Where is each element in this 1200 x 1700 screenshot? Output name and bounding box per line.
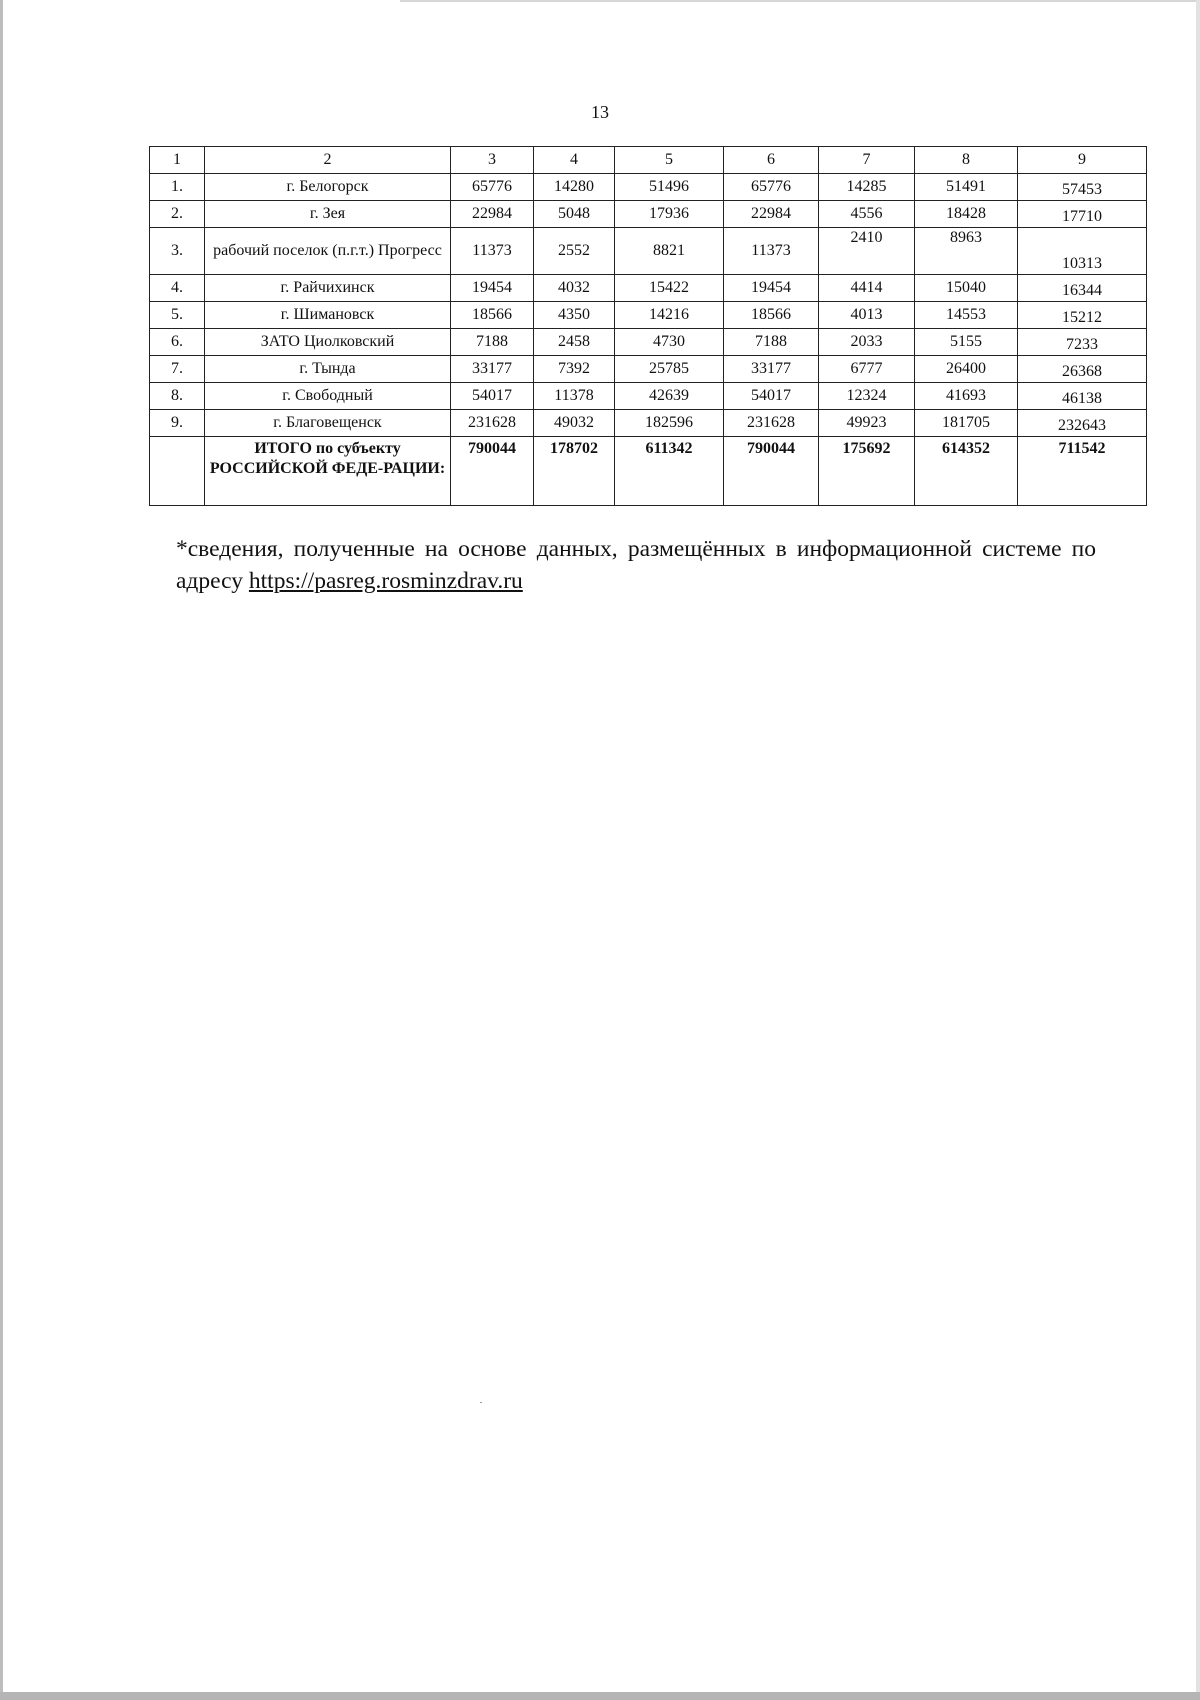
- value-cell: 232643: [1018, 410, 1147, 437]
- table-row: [150, 275, 1147, 302]
- row-number-cell: 5.: [150, 302, 205, 329]
- value-cell: 8963: [915, 228, 1018, 275]
- value-cell: 41693: [915, 383, 1018, 410]
- value-cell: 18428: [915, 201, 1018, 228]
- footnote-link[interactable]: https://pasreg.rosminzdrav.ru: [248, 568, 523, 594]
- row-number-cell: 4.: [150, 275, 205, 302]
- table-row: [150, 201, 1147, 228]
- value-cell: 51496: [615, 174, 724, 201]
- value-cell: 14280: [534, 174, 615, 201]
- municipality-cell: г. Зея: [205, 201, 451, 228]
- value-cell: 54017: [724, 383, 819, 410]
- value-cell: 4730: [615, 329, 724, 356]
- value-cell: 11378: [534, 383, 615, 410]
- value-cell: 17710: [1018, 201, 1147, 228]
- total-value-cell: 711542: [1018, 437, 1147, 506]
- value-cell: 26400: [915, 356, 1018, 383]
- municipality-cell: г. Райчихинск: [205, 275, 451, 302]
- value-cell: 2552: [534, 228, 615, 275]
- header-cell: 3: [451, 147, 534, 174]
- value-cell: 4414: [819, 275, 915, 302]
- value-cell: 231628: [724, 410, 819, 437]
- municipality-cell: г. Свободный: [205, 383, 451, 410]
- value-cell: 14553: [915, 302, 1018, 329]
- value-cell: 4013: [819, 302, 915, 329]
- table-total-row: [150, 437, 1147, 506]
- value-cell: 65776: [451, 174, 534, 201]
- value-cell: 7233: [1018, 329, 1147, 356]
- value-cell: 8821: [615, 228, 724, 275]
- value-cell: 18566: [451, 302, 534, 329]
- row-number-cell: 6.: [150, 329, 205, 356]
- total-value-cell: 175692: [819, 437, 915, 506]
- value-cell: 33177: [724, 356, 819, 383]
- value-cell: 51491: [915, 174, 1018, 201]
- header-cell: 2: [205, 147, 451, 174]
- footnote: [176, 533, 1096, 597]
- row-number-cell: 8.: [150, 383, 205, 410]
- scan-edge-left: [0, 0, 3, 1700]
- header-cell: 1: [150, 147, 205, 174]
- total-empty-cell: [150, 437, 205, 506]
- value-cell: 11373: [724, 228, 819, 275]
- value-cell: 14216: [615, 302, 724, 329]
- value-cell: 33177: [451, 356, 534, 383]
- row-number-cell: 9.: [150, 410, 205, 437]
- scan-edge-bottom: [0, 1692, 1200, 1700]
- value-cell: 2410: [819, 228, 915, 275]
- value-cell: 15422: [615, 275, 724, 302]
- value-cell: 54017: [451, 383, 534, 410]
- value-cell: 5155: [915, 329, 1018, 356]
- footnote-text: *сведения, полученные на основе данных, размещённых в информационной системе по адресу: [176, 536, 1096, 594]
- header-cell: 7: [819, 147, 915, 174]
- statistics-table: [149, 146, 1147, 506]
- total-value-cell: 614352: [915, 437, 1018, 506]
- value-cell: 22984: [724, 201, 819, 228]
- value-cell: 15212: [1018, 302, 1147, 329]
- header-cell: 6: [724, 147, 819, 174]
- page-number: 13: [591, 102, 609, 122]
- value-cell: 181705: [915, 410, 1018, 437]
- value-cell: 18566: [724, 302, 819, 329]
- municipality-cell: г. Белогорск: [205, 174, 451, 201]
- table-row: [150, 356, 1147, 383]
- total-value-cell: 790044: [451, 437, 534, 506]
- value-cell: 7188: [724, 329, 819, 356]
- value-cell: 6777: [819, 356, 915, 383]
- value-cell: 5048: [534, 201, 615, 228]
- value-cell: 16344: [1018, 275, 1147, 302]
- row-number-cell: 2.: [150, 201, 205, 228]
- value-cell: 2458: [534, 329, 615, 356]
- row-number-cell: 3.: [150, 228, 205, 275]
- value-cell: 2033: [819, 329, 915, 356]
- total-value-cell: 790044: [724, 437, 819, 506]
- total-value-cell: 611342: [615, 437, 724, 506]
- value-cell: 19454: [724, 275, 819, 302]
- value-cell: 4350: [534, 302, 615, 329]
- value-cell: 15040: [915, 275, 1018, 302]
- value-cell: 7188: [451, 329, 534, 356]
- value-cell: 46138: [1018, 383, 1147, 410]
- header-cell: 4: [534, 147, 615, 174]
- table-row: [150, 410, 1147, 437]
- header-cell: 9: [1018, 147, 1147, 174]
- table-row: [150, 228, 1147, 275]
- value-cell: 57453: [1018, 174, 1147, 201]
- value-cell: 42639: [615, 383, 724, 410]
- value-cell: 49032: [534, 410, 615, 437]
- value-cell: 26368: [1018, 356, 1147, 383]
- value-cell: 10313: [1018, 228, 1147, 275]
- table-body: [150, 147, 1147, 506]
- table-row: [150, 174, 1147, 201]
- total-label-cell: ИТОГО по субъекту РОССИЙСКОЙ ФЕДЕ-РАЦИИ:: [205, 437, 451, 506]
- total-value-cell: 178702: [534, 437, 615, 506]
- header-cell: 5: [615, 147, 724, 174]
- value-cell: 12324: [819, 383, 915, 410]
- value-cell: 19454: [451, 275, 534, 302]
- table-row: [150, 383, 1147, 410]
- scan-edge-top: [400, 0, 1200, 2]
- table-row: [150, 329, 1147, 356]
- value-cell: 231628: [451, 410, 534, 437]
- value-cell: 4032: [534, 275, 615, 302]
- header-cell: 8: [915, 147, 1018, 174]
- scan-edge-right: [1196, 0, 1200, 1700]
- value-cell: 22984: [451, 201, 534, 228]
- value-cell: 49923: [819, 410, 915, 437]
- value-cell: 7392: [534, 356, 615, 383]
- municipality-cell: ЗАТО Циолковский: [205, 329, 451, 356]
- value-cell: 65776: [724, 174, 819, 201]
- scan-speck: [480, 1402, 482, 1403]
- table-row: [150, 302, 1147, 329]
- value-cell: 17936: [615, 201, 724, 228]
- municipality-cell: рабочий поселок (п.г.т.) Прогресс: [205, 228, 451, 275]
- municipality-cell: г. Благовещенск: [205, 410, 451, 437]
- value-cell: 182596: [615, 410, 724, 437]
- table-header-row: [150, 147, 1147, 174]
- value-cell: 4556: [819, 201, 915, 228]
- value-cell: 11373: [451, 228, 534, 275]
- value-cell: 25785: [615, 356, 724, 383]
- municipality-cell: г. Тында: [205, 356, 451, 383]
- row-number-cell: 1.: [150, 174, 205, 201]
- municipality-cell: г. Шимановск: [205, 302, 451, 329]
- value-cell: 14285: [819, 174, 915, 201]
- row-number-cell: 7.: [150, 356, 205, 383]
